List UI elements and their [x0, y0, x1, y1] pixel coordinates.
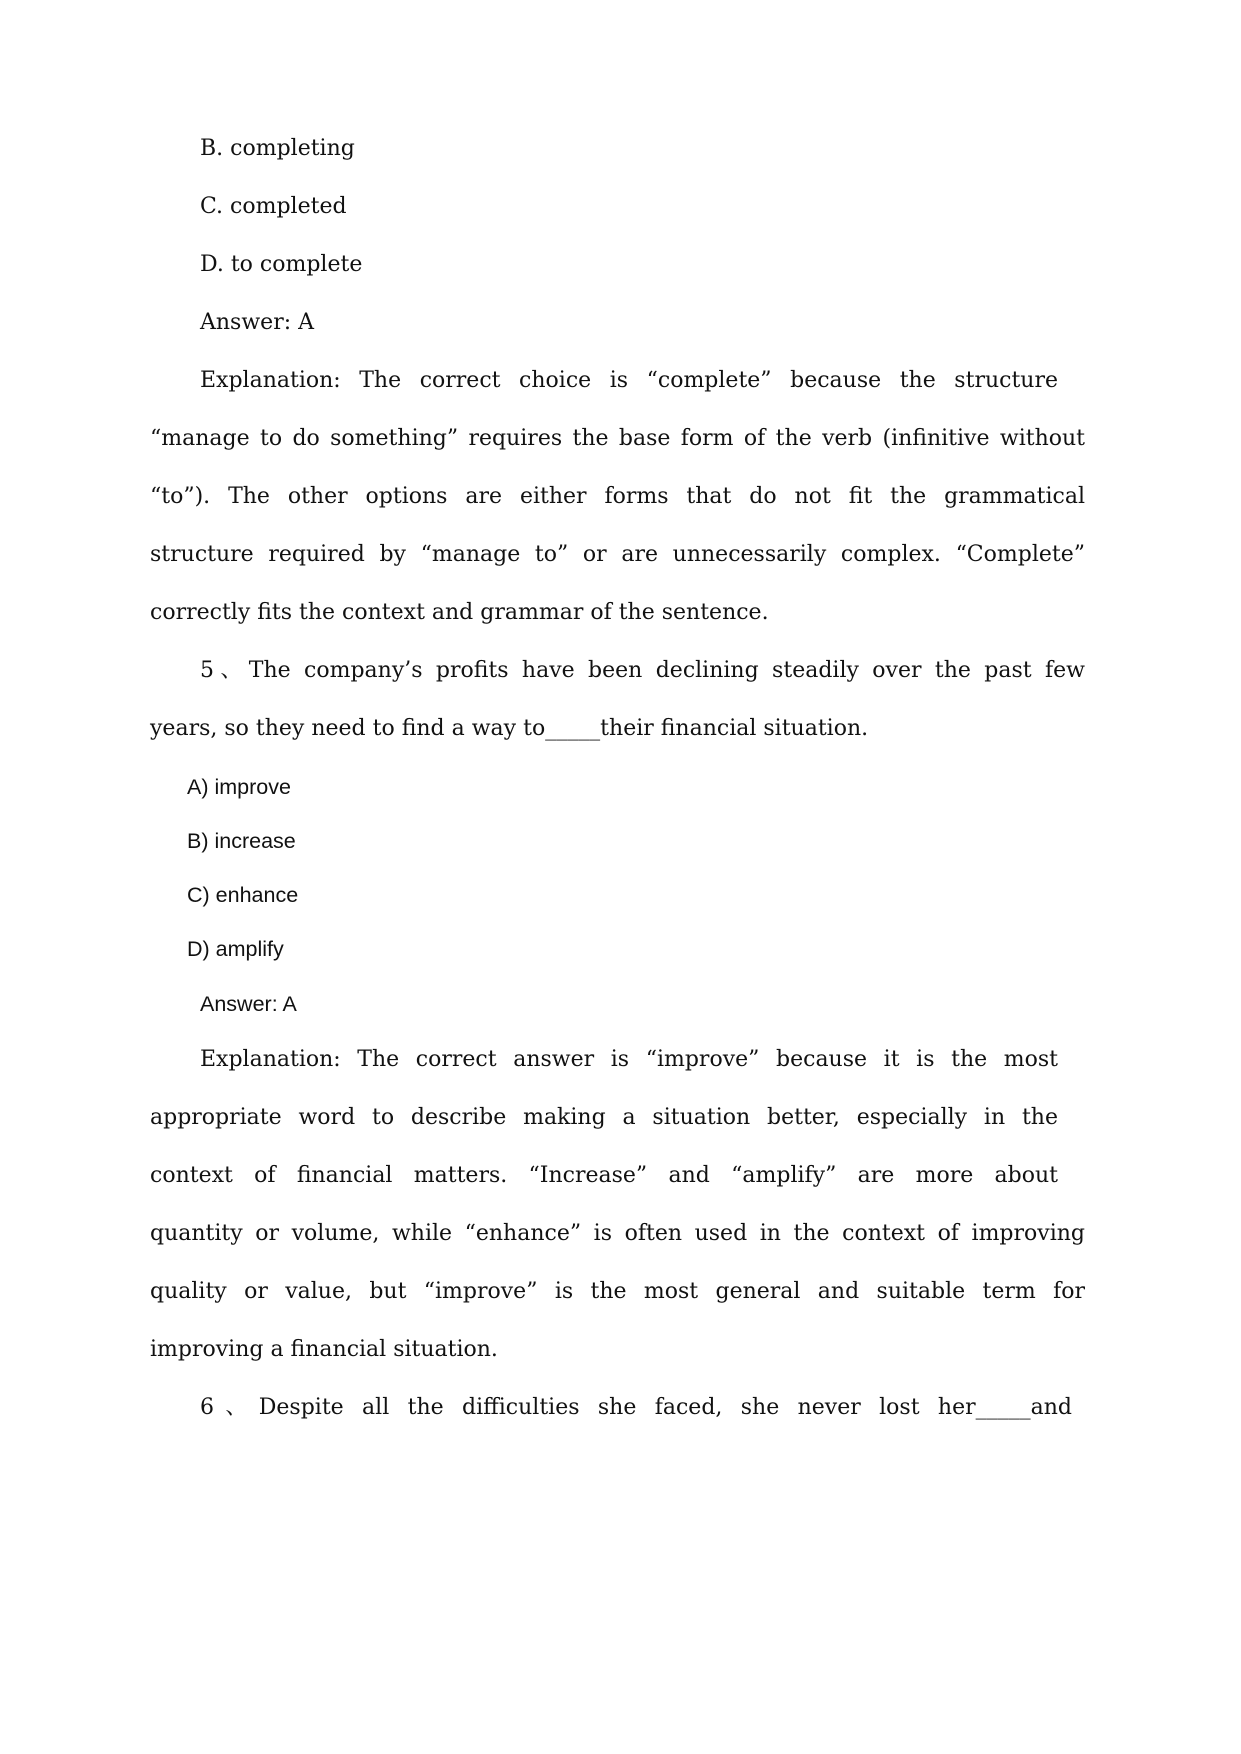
- q5-question-line-2: years, so they need to find a way to_____their financial situation.: [150, 716, 869, 741]
- q4-explanation-line-2: “manage to do something” requires the base form of the verb (infinitive without: [150, 426, 1085, 451]
- q4-explanation-line-3: “to”). The other options are either forms that do not fit the grammatical: [150, 484, 1085, 509]
- q5-explanation-line-6: improving a financial situation.: [150, 1337, 498, 1362]
- q4-answer: Answer: A: [200, 310, 315, 335]
- q5-explanation-line-5: quality or value, but “improve” is the most general and suitable term for: [150, 1279, 1085, 1304]
- q4-explanation-line-1: Explanation: The correct choice is “complete” because the structure: [200, 368, 1058, 393]
- q5-option-d: D) amplify: [187, 937, 284, 961]
- q5-question-line-1: 5、The company’s profits have been declining steadily over the past few: [200, 658, 1085, 683]
- q4-option-c: C. completed: [200, 194, 347, 219]
- q5-answer: Answer: A: [200, 992, 297, 1016]
- q4-option-d: D. to complete: [200, 252, 363, 277]
- q5-explanation-line-3: context of financial matters. “Increase” and “amplify” are more about: [150, 1163, 1058, 1188]
- q4-explanation-line-4: structure required by “manage to” or are unnecessarily complex. “Complete”: [150, 542, 1085, 567]
- q5-option-a: A) improve: [187, 775, 291, 799]
- q6-question-line-1: 6、Despite all the difficulties she faced, she never lost her_____and: [200, 1395, 1072, 1420]
- q4-explanation-line-5: correctly fits the context and grammar of the sentence.: [150, 600, 769, 625]
- q4-option-b: B. completing: [200, 136, 355, 161]
- q5-option-b: B) increase: [187, 829, 296, 853]
- q5-explanation-line-1: Explanation: The correct answer is “improve” because it is the most: [200, 1047, 1058, 1072]
- q5-explanation-line-4: quantity or volume, while “enhance” is often used in the context of improving: [150, 1221, 1085, 1246]
- q5-option-c: C) enhance: [187, 883, 299, 907]
- q5-explanation-line-2: appropriate word to describe making a situation better, especially in the: [150, 1105, 1058, 1130]
